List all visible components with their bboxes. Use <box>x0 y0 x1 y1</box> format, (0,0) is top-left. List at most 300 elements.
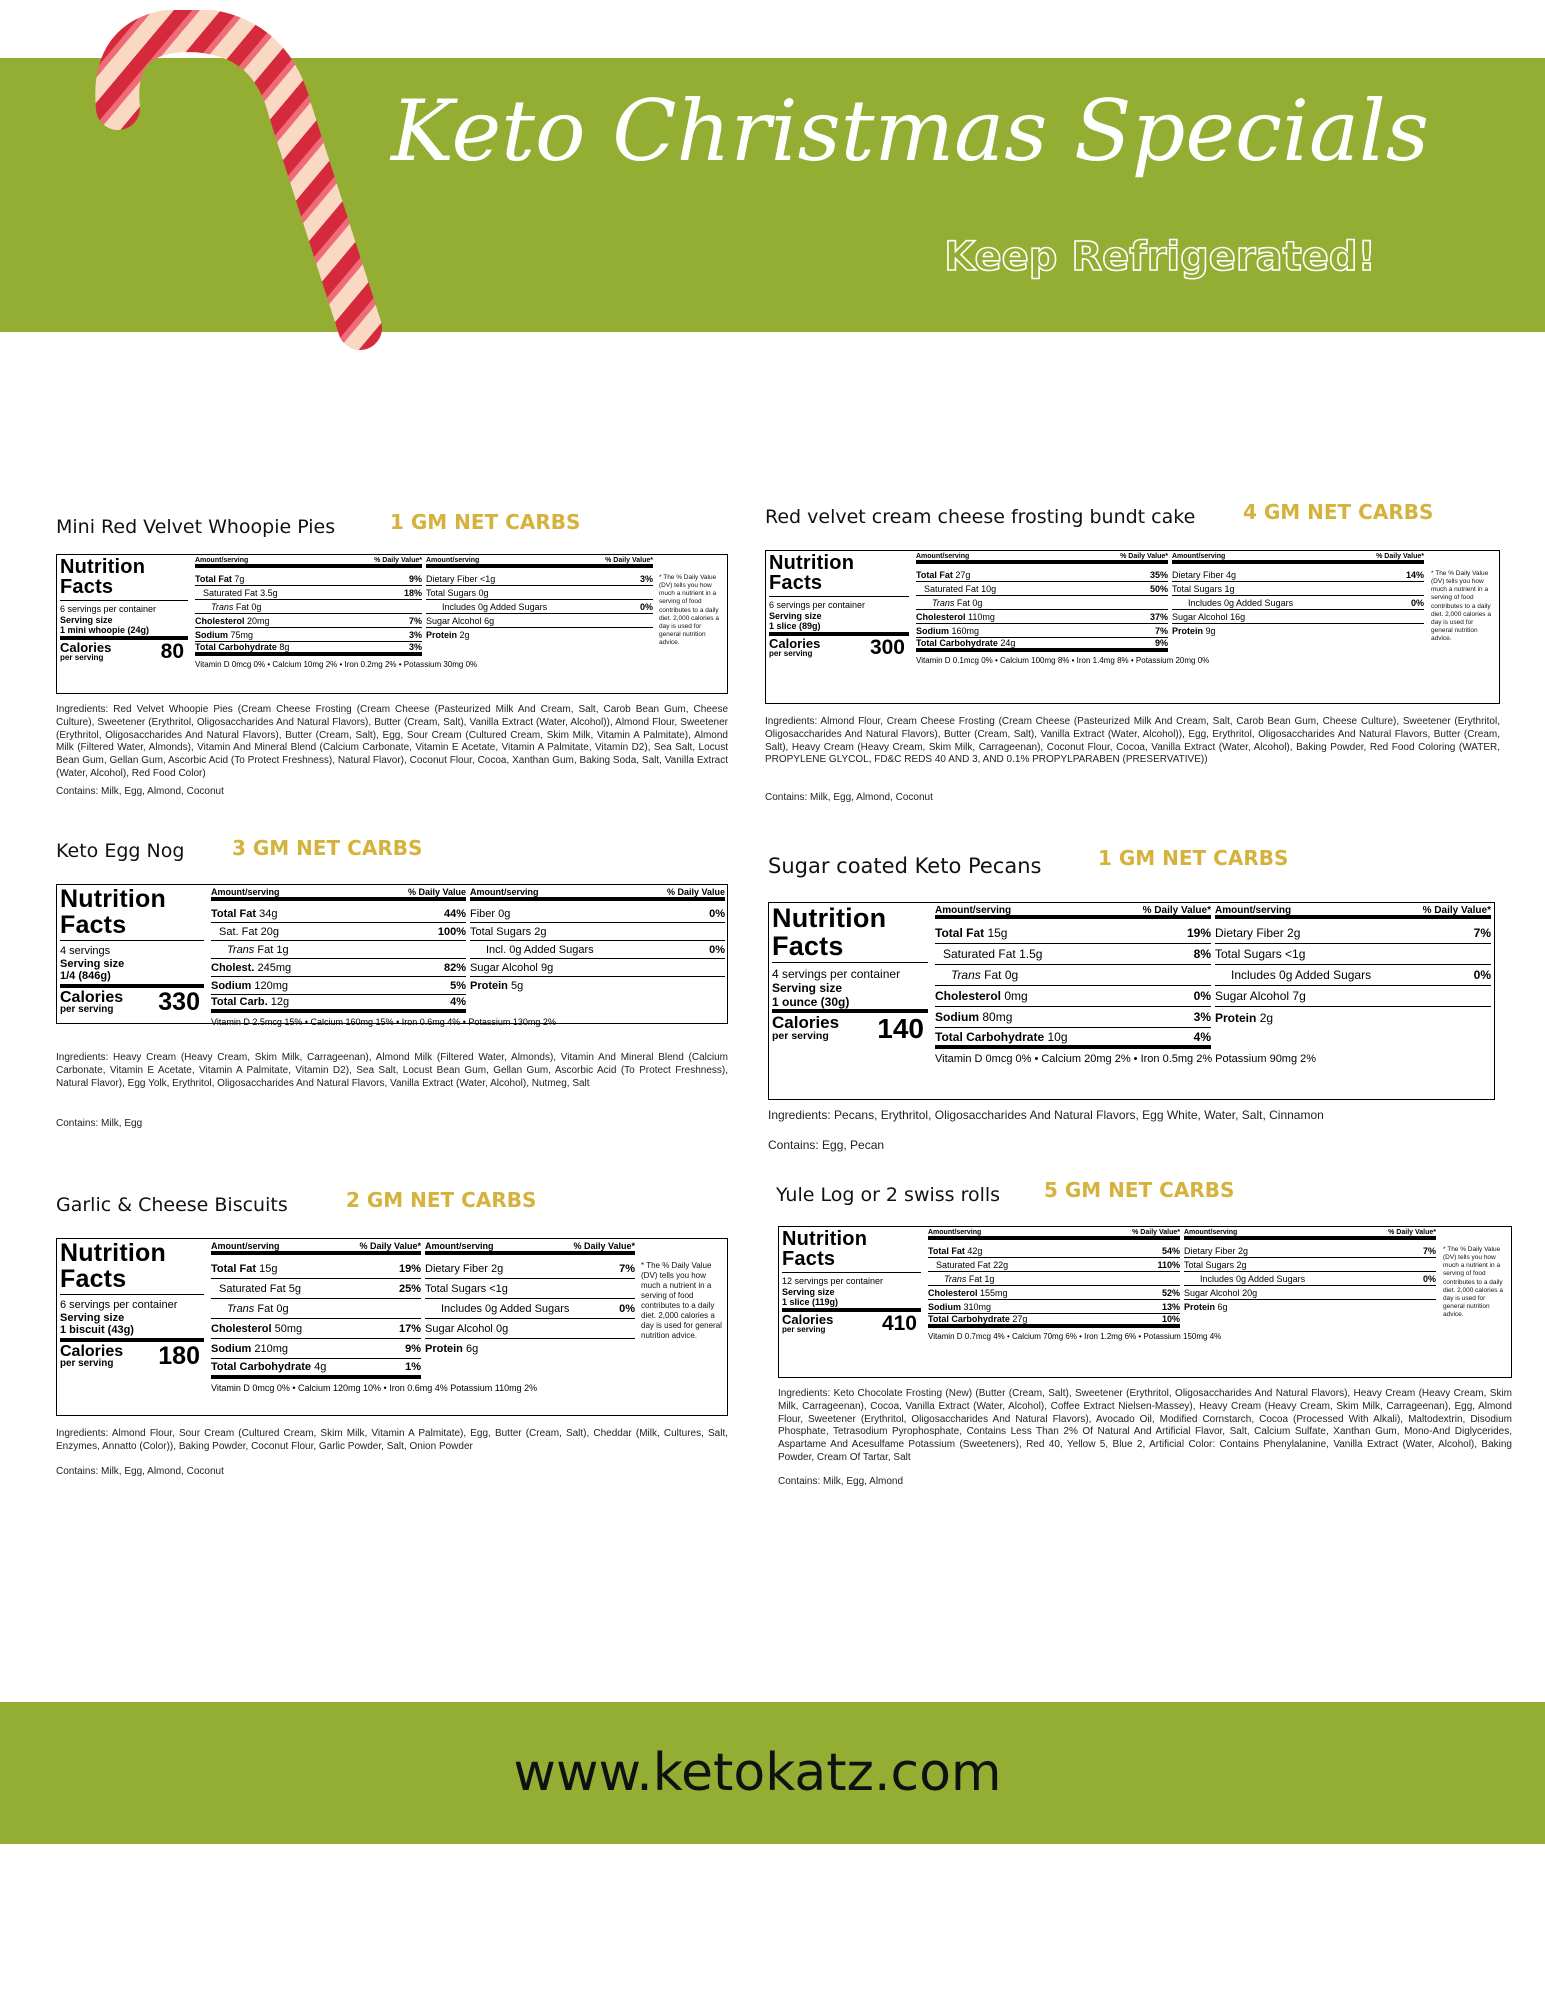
column-header <box>935 905 1211 919</box>
nutrition-facts-title: Facts <box>60 576 114 599</box>
nutrient-name <box>928 1288 1008 1298</box>
divider <box>769 596 909 597</box>
nutrient-amount: 2g <box>1287 926 1301 940</box>
nutrient-amount: 27g <box>955 569 971 580</box>
website-url[interactable]: www.ketokatz.com <box>513 1743 1002 1803</box>
column-header <box>426 557 653 568</box>
nutrient-amount: 0g <box>478 587 489 598</box>
nutrient-label: Cholesterol <box>935 989 1002 1003</box>
nutrient-row <box>211 1319 421 1339</box>
nutrient-row <box>935 1007 1211 1028</box>
per-serving-text: per serving <box>60 652 104 662</box>
column-header <box>195 557 422 568</box>
nutrient-name <box>425 1263 503 1275</box>
nutrient-label: Protein <box>1215 1010 1257 1025</box>
nutrition-facts-label <box>56 1238 728 1416</box>
nutrient-daily-value: 0% <box>709 943 725 956</box>
product-name: Sugar coated Keto Pecans <box>768 854 1042 878</box>
nutrient-label: Cholesterol <box>195 615 245 626</box>
nutrient-amount: 42g <box>967 1245 983 1256</box>
serving-size-label: Serving size <box>769 610 822 621</box>
nutrient-amount: 22g <box>993 1259 1009 1270</box>
nutrient-row <box>935 965 1211 986</box>
nutrient-daily-value: 4% <box>450 996 466 1008</box>
nutrient-row <box>1172 582 1424 596</box>
nutrient-row <box>470 941 725 959</box>
nutrient-amount: 160mg <box>951 625 980 636</box>
nutrient-row <box>1184 1286 1436 1300</box>
nutrition-facts-title: Facts <box>60 1264 127 1293</box>
nutrient-row <box>1172 610 1424 624</box>
nutrient-label: Saturated Fat <box>943 947 1016 961</box>
nutrition-header-panel <box>772 905 928 1097</box>
nutrient-daily-value: 18% <box>403 587 422 598</box>
column-header <box>425 1241 635 1255</box>
nutrient-name <box>1215 947 1305 961</box>
vitamins-minerals: Vitamin D 0mcg 0% • Calcium 10mg 2% • Iron 0.2mg 2% • Potassium 30mg 0% <box>195 660 478 669</box>
nutrient-row <box>916 568 1168 582</box>
nutrient-amount: 4g <box>1226 569 1237 580</box>
serving-size-label: Serving size <box>60 1312 125 1325</box>
nutrient-amount: Fat 1g <box>968 1273 995 1284</box>
nutrient-label: Trans <box>944 1273 967 1284</box>
nutrient-daily-value: 13% <box>1161 1301 1180 1312</box>
nutrient-column-left <box>928 1229 1180 1332</box>
serving-size-value: 1/4 (846g) <box>60 970 111 983</box>
ingredients-text: Ingredients: Keto Chocolate Frosting (New) (Butter (Cream, Salt), Sweetener (Erythritol, Oligosaccharides And Natural Flavors), Heavy Cream (Heavy Cream, Skim Milk, Carrageenan), Cocoa, Vanilla Extract (Water, Alcohol), Coffee Extract Nielsen-Massey), Heavy Cream (Heavy Cream, Skim Milk, Carrageenan), Egg, Almond Flour, Sweetener (Erythritol, Oligosaccharides And Natural Flavors), Avocado Oil, Modified Cornstarch, Cocoa (Processed With Alkali), Maltodextrin, Disodium Phosphate, Tetrasodium Pyrophosphate, Contains Less Than 2% Of Natural And Artificial Flavor, Salt, Calcium Sulfate, Xanthan Gum, Mono-And Diglycerides, Aspartame And Acesulfame Potassium (Sweeteners), Red 40, Yellow 5, Blue 2, Artificial Color: Contains Phenylalanine, Vanilla Extract (Water, Alcohol), Baking Powder, Cream Of Tartar, Salt <box>778 1388 1512 1463</box>
column-header <box>1184 1229 1436 1240</box>
allergen-contains: Contains: Milk, Egg, Almond, Coconut <box>56 786 224 797</box>
daily-value-header: % Daily Value* <box>1376 553 1424 560</box>
nutrient-daily-value: 19% <box>398 1262 421 1275</box>
divider <box>782 1272 921 1273</box>
servings-per-container: 6 servings per container <box>769 600 866 610</box>
amount-per-serving-header: Amount/serving <box>935 905 1012 916</box>
nutrient-name <box>425 1323 508 1335</box>
nutrient-name <box>1172 598 1293 608</box>
nutrient-row <box>1184 1300 1436 1314</box>
nutrient-name <box>1215 968 1371 982</box>
serving-size-value: 1 ounce (30g) <box>772 994 850 1009</box>
nutrient-row <box>211 923 466 941</box>
calories-label <box>60 990 123 1015</box>
nutrient-name <box>1184 1260 1247 1270</box>
nutrient-amount: 20g <box>260 925 279 938</box>
nutrient-name <box>195 642 289 652</box>
nutrient-row <box>426 586 653 600</box>
nutrient-name <box>211 962 291 974</box>
nutrient-name <box>928 1314 1027 1324</box>
nutrient-daily-value: 0% <box>1422 1273 1436 1284</box>
nutrient-amount: 110mg <box>968 611 995 622</box>
nutrient-label: Includes 0g Added Sugars <box>441 1302 570 1315</box>
allergen-contains: Contains: Milk, Egg, Almond <box>778 1476 904 1487</box>
nutrient-label: Trans <box>227 1302 255 1315</box>
nutrient-label: Trans <box>951 968 981 982</box>
nutrition-facts-label <box>765 550 1500 704</box>
nutrient-amount: <1g <box>480 573 496 584</box>
nutrition-facts-label <box>768 902 1495 1100</box>
nutrient-name <box>211 926 279 938</box>
ingredients-text: Ingredients: Red Velvet Whoopie Pies (Cream Cheese Frosting (Cream Cheese (Pasteurized Milk And Cream, Salt, Carob Bean Gum, Cheese Culture), Sweetener (Erythritol, Oligosaccharides And Natural Flavors), Butter (Cream, Salt), Vanilla Extract (Water, Alcohol)), Almond Flour, Sweetener (Erythritol, Oligosaccharides And Natural Flavors), Butter (Cream, Salt), Egg, Sour Cream (Cultured Cream, Skim Milk, Vitamin A Palmitate), Almond Milk (Filtered Water, Almonds), Vitamin And Mineral Blend (Calcium Carbonate, Vitamin E Acetate, Vitamin A Palmitate, Vitamin D2), Sea Salt, Locust Bean Gum, Gellan Gum, Ascorbic Acid (To Protect Freshness), Natural Flavor), Coconut Flour, Cocoa, Xanthan Gum, Baking Soda, Salt, Vanilla Extract (Water, Alcohol), Red Food Color) <box>56 704 728 779</box>
nutrient-label: Cholest. <box>211 961 255 974</box>
nutrient-row <box>426 600 653 614</box>
nutrient-amount: 24g <box>1000 638 1016 648</box>
nutrient-row <box>1215 944 1491 965</box>
nutrient-daily-value: 3% <box>408 642 422 652</box>
nutrient-label: Saturated Fat <box>219 1282 286 1295</box>
vitamins-minerals: Vitamin D 0.1mcg 0% • Calcium 100mg 8% • Iron 1.4mg 8% • Potassium 20mg 0% <box>916 656 1210 665</box>
daily-value-header: % Daily Value* <box>605 557 653 564</box>
nutrient-row <box>928 1314 1180 1328</box>
nutrient-name <box>928 1260 1008 1270</box>
nutrient-label: Sugar Alcohol <box>1172 611 1228 622</box>
nutrition-facts-label <box>778 1226 1512 1378</box>
daily-value-footnote: * The % Daily Value (DV) tells you how much a nutrient in a serving of food contributes to a daily diet. 2,000 calories a day is used for general nutrition advice. <box>659 574 719 646</box>
nutrient-name <box>1215 1011 1273 1025</box>
nutrition-facts-title: Nutrition <box>60 556 146 578</box>
nutrient-label: Protein <box>426 630 458 640</box>
daily-value-footnote: * The % Daily Value (DV) tells you how much a nutrient in a serving of food contributes to a daily diet. 2,000 calories a day is used for general nutrition advice. <box>1443 1246 1503 1318</box>
nutrient-row <box>916 638 1168 652</box>
nutrient-amount: 1.5g <box>1019 947 1043 961</box>
nutrient-row <box>916 582 1168 596</box>
nutrient-label: Total Fat <box>928 1245 965 1256</box>
nutrient-label: Sugar Alcohol <box>1184 1287 1240 1298</box>
nutrient-amount: Fat 0g <box>956 597 983 608</box>
nutrient-daily-value: 0% <box>1410 597 1424 608</box>
nutrient-name <box>916 598 982 608</box>
amount-per-serving-header: Amount/serving <box>1215 905 1292 916</box>
nutrient-amount: 12g <box>270 996 290 1008</box>
column-header <box>1172 553 1424 564</box>
nutrient-label: Total Fat <box>935 926 985 940</box>
nutrient-row <box>425 1339 635 1359</box>
nutrient-name <box>935 947 1042 961</box>
nutrient-name <box>1184 1274 1305 1284</box>
product-name: Yule Log or 2 swiss rolls <box>776 1184 1001 1206</box>
nutrition-header-panel <box>60 887 204 1021</box>
nutrient-row <box>1184 1272 1436 1286</box>
nutrient-label: Total Carbohydrate <box>928 1314 1010 1324</box>
daily-value-footnote: * The % Daily Value (DV) tells you how much a nutrient in a serving of food contributes to a daily diet. 2,000 calories a day is used for general nutrition advice. <box>1431 570 1491 642</box>
nutrient-label: Sugar Alcohol <box>425 1322 493 1335</box>
nutrient-row <box>470 905 725 923</box>
calories-label <box>60 1344 123 1369</box>
nutrition-facts-label <box>56 554 728 694</box>
nutrition-facts-title: Facts <box>60 910 127 939</box>
nutrient-label: Dietary Fiber <box>425 1262 488 1275</box>
nutrient-name <box>928 1246 982 1256</box>
nutrient-label: Saturated Fat <box>936 1259 991 1270</box>
column-header <box>928 1229 1180 1240</box>
nutrient-name <box>1184 1288 1257 1298</box>
nutrient-daily-value: 0% <box>709 907 725 920</box>
nutrient-label: Sodium <box>935 1010 979 1024</box>
nutrient-daily-value: 7% <box>1473 926 1491 940</box>
vitamins-minerals: Vitamin D 0mcg 0% • Calcium 20mg 2% • Iron 0.5mg 2% Potassium 90mg 2% <box>935 1053 1317 1065</box>
calories-text: Calories <box>782 1311 834 1327</box>
nutrient-name <box>470 962 553 974</box>
nutrient-row <box>211 1339 421 1359</box>
nutrient-amount: 9g <box>540 961 554 974</box>
allergen-contains: Contains: Milk, Egg <box>56 1118 143 1129</box>
nutrient-daily-value: 35% <box>1149 569 1168 580</box>
nutrient-label: Total Sugars <box>470 925 532 938</box>
amount-per-serving-header: Amount/serving <box>195 557 249 564</box>
nutrient-row <box>916 596 1168 610</box>
nutrient-amount: 2g <box>1259 1010 1274 1025</box>
serving-size-label: Serving size <box>772 981 843 996</box>
amount-per-serving-header: Amount/serving <box>425 1241 494 1251</box>
nutrient-amount: Fat 0g <box>235 601 262 612</box>
nutrition-facts-title: Nutrition <box>60 885 166 913</box>
page-title: Keto Christmas Specials <box>390 82 1430 180</box>
nutrient-label: Protein <box>1172 626 1204 636</box>
nutrient-daily-value: 82% <box>443 961 466 974</box>
nutrient-row <box>1215 1007 1491 1028</box>
nutrient-row <box>1215 923 1491 944</box>
nutrition-facts-title: Nutrition <box>772 903 887 933</box>
calories-label <box>772 1015 839 1041</box>
nutrient-name <box>211 1323 302 1335</box>
nutrient-row <box>928 1286 1180 1300</box>
calories-value: 410 <box>881 1311 917 1335</box>
daily-value-footnote: * The % Daily Value (DV) tells you how much a nutrient in a serving of food contributes to a daily diet. 2,000 calories a day is used for general nutrition advice. <box>641 1261 722 1340</box>
ingredients-text: Ingredients: Pecans, Erythritol, Oligosaccharides And Natural Flavors, Egg White, Water, Salt, Cinnamon <box>768 1108 1324 1122</box>
page-subtitle: Keep Refrigerated! <box>944 234 1376 280</box>
column-header <box>1215 905 1491 919</box>
nutrient-daily-value: 7% <box>1422 1245 1436 1256</box>
nutrient-label: Sodium <box>928 1301 961 1312</box>
daily-value-header: % Daily Value <box>407 887 466 897</box>
net-carbs-badge: 3 GM NET CARBS <box>232 836 423 860</box>
nutrient-row <box>1184 1258 1436 1272</box>
nutrient-label: Total Fat <box>916 569 953 580</box>
nutrient-amount: 75mg <box>230 629 254 640</box>
serving-size-label: Serving size <box>782 1286 835 1297</box>
serving-size-value: 1 slice (119g) <box>782 1296 839 1307</box>
nutrient-row <box>195 600 422 614</box>
nutrient-amount: Fat 1g <box>257 943 289 956</box>
net-carbs-badge: 5 GM NET CARBS <box>1044 1178 1235 1202</box>
nutrient-name <box>195 630 253 640</box>
per-serving-text: per serving <box>60 1003 114 1015</box>
ingredients-text: Ingredients: Almond Flour, Cream Cheese Frosting (Cream Cheese (Pasteurized Milk And Cream, Salt, Carob Bean Gum, Cheese Culture), Sweetener (Erythritol, Oligosaccharides And Natural Flavors), Butter (Cream, Salt), Vanilla Extract (Water, Alcohol)), Egg, Erythritol, Oligosaccharides And Natural Flavors, Butter (Cream, Salt), Heavy Cream (Heavy Cream, Skim Milk, Carrageenan), Coconut Flour, Cocoa, Vanilla Extract (Water, Alcohol), Baking Powder, Red Food Coloring (WATER, PROPYLENE GLYCOL, FD&C REDS 40 AND 3, AND 0.1% PROPYLPARABEN (PRESERVATIVE)) <box>765 716 1500 766</box>
calories-value: 180 <box>158 1341 200 1370</box>
amount-per-serving-header: Amount/serving <box>1172 553 1226 560</box>
servings-per-container: 12 servings per container <box>782 1276 884 1286</box>
calories-label <box>782 1311 834 1334</box>
nutrient-amount: 10g <box>1047 1029 1068 1044</box>
nutrient-daily-value: 0% <box>1473 968 1491 982</box>
calories-value: 300 <box>869 635 905 659</box>
nutrient-label: Cholesterol <box>916 611 966 622</box>
nutrient-row <box>928 1300 1180 1314</box>
nutrient-name <box>211 1283 301 1295</box>
nutrition-facts-title: Facts <box>782 1248 836 1271</box>
calories-label <box>769 635 821 658</box>
nutrient-label: Includes 0g Added Sugars <box>1188 597 1294 608</box>
nutrient-name <box>426 616 494 626</box>
nutrient-amount: Fat 0g <box>257 1302 289 1315</box>
nutrient-name <box>195 588 278 598</box>
nutrient-name <box>470 908 510 920</box>
nutrient-row <box>195 642 422 656</box>
nutrient-name <box>195 602 261 612</box>
nutrient-row <box>211 1359 421 1379</box>
daily-value-header: % Daily Value* <box>359 1241 421 1251</box>
nutrient-name <box>1215 926 1300 940</box>
calories-value: 330 <box>158 987 200 1016</box>
vitamins-minerals: Vitamin D 0.7mcg 4% • Calcium 70mg 6% • Iron 1.2mg 6% • Potassium 150mg 4% <box>928 1332 1222 1341</box>
daily-value-header: % Daily Value <box>666 887 725 897</box>
nutrition-facts-label <box>56 884 728 1027</box>
candy-cane-icon <box>80 10 390 362</box>
nutrient-label: Protein <box>470 980 508 992</box>
nutrient-row <box>211 1299 421 1319</box>
nutrient-name <box>211 996 289 1008</box>
amount-per-serving-header: Amount/serving <box>1184 1229 1238 1236</box>
nutrient-name <box>211 1263 277 1275</box>
nutrient-row <box>1172 596 1424 610</box>
nutrient-row <box>470 923 725 941</box>
nutrient-amount: 2g <box>534 925 547 938</box>
nutrient-name <box>1172 584 1235 594</box>
calories-text: Calories <box>769 635 821 651</box>
nutrition-facts-title: Facts <box>769 572 823 595</box>
nutrient-amount: 2g <box>1236 1259 1247 1270</box>
nutrient-name <box>426 630 470 640</box>
nutrient-daily-value: 3% <box>1193 1010 1211 1024</box>
column-header <box>211 887 466 901</box>
nutrient-label: Total Sugars <box>426 587 477 598</box>
nutrient-daily-value: 9% <box>405 1342 421 1355</box>
per-serving-text: per serving <box>60 1357 114 1369</box>
amount-per-serving-header: Amount/serving <box>470 887 539 897</box>
serving-size-value: 1 mini whoopie (24g) <box>60 624 150 635</box>
nutrient-name <box>426 588 489 598</box>
nutrient-amount: 0g <box>498 907 511 920</box>
daily-value-header: % Daily Value* <box>1388 1229 1436 1236</box>
nutrient-row <box>211 959 466 977</box>
nutrient-row <box>1184 1244 1436 1258</box>
nutrient-amount: 210mg <box>254 1342 289 1355</box>
nutrient-amount: 7g <box>1292 989 1306 1003</box>
nutrient-daily-value: 1% <box>405 1361 421 1373</box>
column-header <box>470 887 725 901</box>
nutrient-row <box>470 959 725 977</box>
nutrient-row <box>211 941 466 959</box>
calories-text: Calories <box>772 1013 840 1032</box>
nutrient-name <box>916 584 996 594</box>
nutrient-amount: 2g <box>1238 1245 1249 1256</box>
daily-value-header: % Daily Value* <box>1422 905 1491 916</box>
nutrient-amount: 5g <box>288 1282 301 1295</box>
daily-value-header: % Daily Value* <box>573 1241 635 1251</box>
nutrient-name <box>470 980 523 992</box>
nutrient-label: Total Sugars <box>425 1282 487 1295</box>
nutrient-label: Total Fat <box>211 907 257 920</box>
nutrient-name <box>211 1303 289 1315</box>
nutrient-amount: 245mg <box>257 961 292 974</box>
nutrient-label: Dietary Fiber <box>1184 1245 1236 1256</box>
serving-size-label: Serving size <box>60 614 113 625</box>
net-carbs-badge: 4 GM NET CARBS <box>1243 500 1434 524</box>
nutrition-facts-title: Nutrition <box>782 1228 868 1250</box>
nutrient-row <box>1215 965 1491 986</box>
nutrient-daily-value: 54% <box>1161 1245 1180 1256</box>
nutrient-column-left <box>916 553 1168 656</box>
nutrient-name <box>916 570 970 580</box>
product-name: Garlic & Cheese Biscuits <box>56 1194 288 1216</box>
nutrient-daily-value: 110% <box>1157 1259 1180 1270</box>
nutrient-column-right <box>1215 905 1491 1053</box>
divider <box>772 962 928 963</box>
calories-text: Calories <box>60 1342 124 1360</box>
ingredients-text: Ingredients: Heavy Cream (Heavy Cream, Skim Milk, Carrageenan), Almond Milk (Filtered Water, Almonds), Vitamin And Mineral Blend (Calcium Carbonate, Vitamin E Acetate, Vitamin A Palmitate, Vitamin D2), Sea Salt, Locust Bean Gum, Gellan Gum, Ascorbic Acid (To Protect Freshness), Natural Flavor), Egg Yolk, Erythritol, Oligosaccharides And Natural Flavors, Vanilla Extract (Water, Alcohol), Nutmeg, Salt <box>56 1052 728 1089</box>
nutrient-name <box>1172 570 1236 580</box>
nutrient-name <box>935 1030 1068 1044</box>
nutrient-row <box>935 944 1211 965</box>
nutrition-header-panel <box>60 1241 204 1413</box>
serving-size-label: Serving size <box>60 958 125 971</box>
nutrient-label: Protein <box>1184 1302 1216 1312</box>
nutrient-label: Saturated Fat <box>203 587 258 598</box>
nutrient-daily-value: 7% <box>1154 625 1168 636</box>
nutrient-row <box>425 1319 635 1339</box>
nutrient-label: Total Fat <box>195 573 232 584</box>
nutrient-name <box>1184 1302 1228 1312</box>
nutrient-amount: 6g <box>484 615 495 626</box>
allergen-contains: Contains: Egg, Pecan <box>768 1138 885 1152</box>
nutrient-amount: 50mg <box>274 1322 303 1335</box>
nutrient-name <box>426 602 547 612</box>
nutrient-amount: <1g <box>489 1282 508 1295</box>
nutrient-amount: 120mg <box>254 979 289 992</box>
nutrient-label: Cholesterol <box>928 1287 978 1298</box>
nutrient-daily-value: 17% <box>398 1322 421 1335</box>
nutrient-daily-value: 52% <box>1161 1287 1180 1298</box>
nutrient-amount: 0g <box>495 1322 509 1335</box>
nutrient-column-left <box>211 1241 421 1383</box>
nutrition-header-panel <box>60 557 188 691</box>
nutrient-amount: 3.5g <box>260 587 278 598</box>
nutrient-row <box>195 586 422 600</box>
nutrient-label: Trans <box>211 601 234 612</box>
nutrient-name <box>425 1283 508 1295</box>
nutrient-name <box>935 1010 1012 1024</box>
nutrient-name <box>425 1303 569 1315</box>
nutrient-amount: 1g <box>1224 583 1235 594</box>
nutrient-daily-value: 0% <box>619 1302 635 1315</box>
servings-per-container: 6 servings per container <box>60 1299 178 1311</box>
amount-per-serving-header: Amount/serving <box>916 553 970 560</box>
nutrient-name <box>195 574 244 584</box>
nutrient-name <box>195 616 270 626</box>
nutrient-row <box>928 1272 1180 1286</box>
nutrient-daily-value: 4% <box>1193 1029 1211 1044</box>
nutrition-header-panel <box>769 553 909 701</box>
nutrient-row <box>928 1244 1180 1258</box>
footer-banner <box>0 1702 1545 1844</box>
nutrient-label: Sodium <box>916 625 949 636</box>
calories-value: 80 <box>160 639 184 663</box>
nutrient-amount: Fat 0g <box>984 968 1019 982</box>
nutrient-row <box>928 1258 1180 1272</box>
per-serving-text: per serving <box>769 648 813 658</box>
vitamins-minerals: Vitamin D 0mcg 0% • Calcium 120mg 10% • Iron 0.6mg 4% Potassium 110mg 2% <box>211 1383 538 1393</box>
